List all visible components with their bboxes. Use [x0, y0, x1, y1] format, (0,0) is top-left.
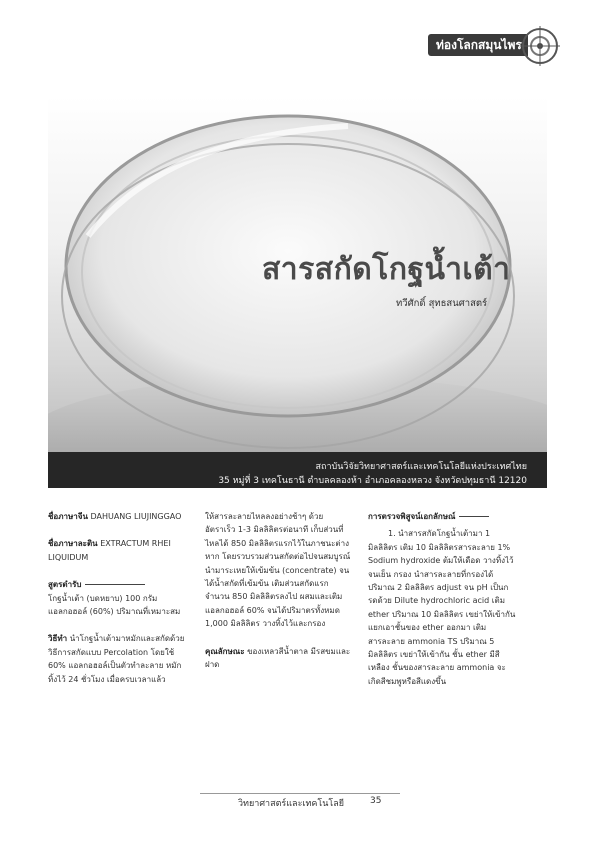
institute-address: 35 หมู่ที่ 3 เทคโนธานี ตำบลคลองห้า อำเภอคลองหลวง จังหวัดปทุมธานี 12120	[218, 476, 527, 486]
identification-text: 1. นำสารสกัดโกฐน้ำเต้ามา 1 มิลลิลิตร เติม 10 มิลลิลิตรสารละลาย 1% Sodium hydroxide ต้มให้เดือด วางทิ้งไว้จนเย็น กรอง นำสารละลายที่กรองได้ปริมาณ 2 มิลลิลิตร adjust จน pH เป็นกรดด้วย Dilute hydrochloric acid เติม ether ปริมาณ 10 มิลลิลิตร เขย่าให้เข้ากัน แยกเอาชั้นของ ether ออกมา เติมสารละลาย ammonia TS ปริมาณ 5 มิลลิลิตร เขย่าให้เข้ากัน ชั้น ether มีสีเหลือง ชั้นของสารละลาย ammonia จะเกิดสีชมพูหรือสีแดงขึ้น	[368, 529, 516, 686]
method-label: วิธีทำ	[48, 634, 68, 644]
chinese-name-label: ชื่อภาษาจีน	[48, 512, 88, 521]
formula-text: โกฐน้ำเต้า (บดหยาบ) 100 กรัม แอลกอฮอล์ (60%) ปริมาณที่เหมาะสม	[48, 593, 181, 617]
section-label: ท่องโลกสมุนไพร	[428, 34, 528, 56]
heading-rule	[459, 516, 489, 517]
property-text: ของเหลวสีน้ำตาล มีรสขมและฝาด	[205, 646, 351, 670]
column-3	[368, 510, 516, 702]
chinese-name-value: DAHUANG LIUJINGGAO	[90, 512, 182, 521]
method-text: นำโกฐน้ำเต้ามาหมักและสกัดด้วยวิธีการสกัดแบบ Percolation โดยใช้ 60% แอลกอฮอล์เป็นตัวทำละลาย หมักทิ้งไว้ 24 ชั่วโมง เมื่อครบเวลาแล้ว	[48, 634, 185, 684]
institute-band	[48, 452, 547, 488]
author-name: ทวีศักดิ์ สุทธสนศาสตร์	[396, 298, 488, 309]
article-title: สารสกัดโกฐน้ำเต้า	[262, 252, 511, 287]
heading-rule	[85, 584, 145, 585]
latin-name-value: EXTRACTUM RHEI LIQUIDUM	[48, 539, 171, 562]
footer-publication: วิทยาศาสตร์และเทคโนโลยี	[238, 799, 345, 809]
page-number: 35	[370, 796, 382, 806]
column-2-body: ให้สารละลายไหลลงอย่างช้าๆ ด้วยอัตราเร็ว 1-3 มิลลิลิตรต่อนาที เก็บส่วนที่ไหลได้ 850 มิลลิลิตรแรกไว้ในภาชนะต่างหาก โดยรวบรวมส่วนสกัดต่อไปจนสมบูรณ์ นำมาระเหยให้เข้มข้น (concentrate) จนได้น้ำสกัดที่เข้มข้น เติมส่วนสกัดแรกจำนวน 850 มิลลิลิตรลงไป ผสมและเติมแอลกอฮอล์ 60% จนได้ปริมาตรทั้งหมด 1,000 มิลลิลิตร วางทิ้งไว้และกรอง	[205, 512, 351, 629]
institute-name: สถาบันวิจัยวิทยาศาสตร์และเทคโนโลยีแห่งประเทศไทย	[315, 462, 527, 472]
column-2	[205, 510, 353, 685]
target-logo-icon	[520, 26, 560, 66]
identification-heading: การตรวจพิสูจน์เอกลักษณ์	[368, 512, 456, 521]
page-footer	[0, 796, 595, 810]
latin-name-label: ชื่อภาษาละติน	[48, 539, 98, 549]
property-label: คุณลักษณะ	[205, 646, 245, 656]
footer-divider	[200, 793, 400, 794]
formula-label: สูตรตำรับ	[48, 580, 82, 590]
column-1	[48, 510, 190, 700]
